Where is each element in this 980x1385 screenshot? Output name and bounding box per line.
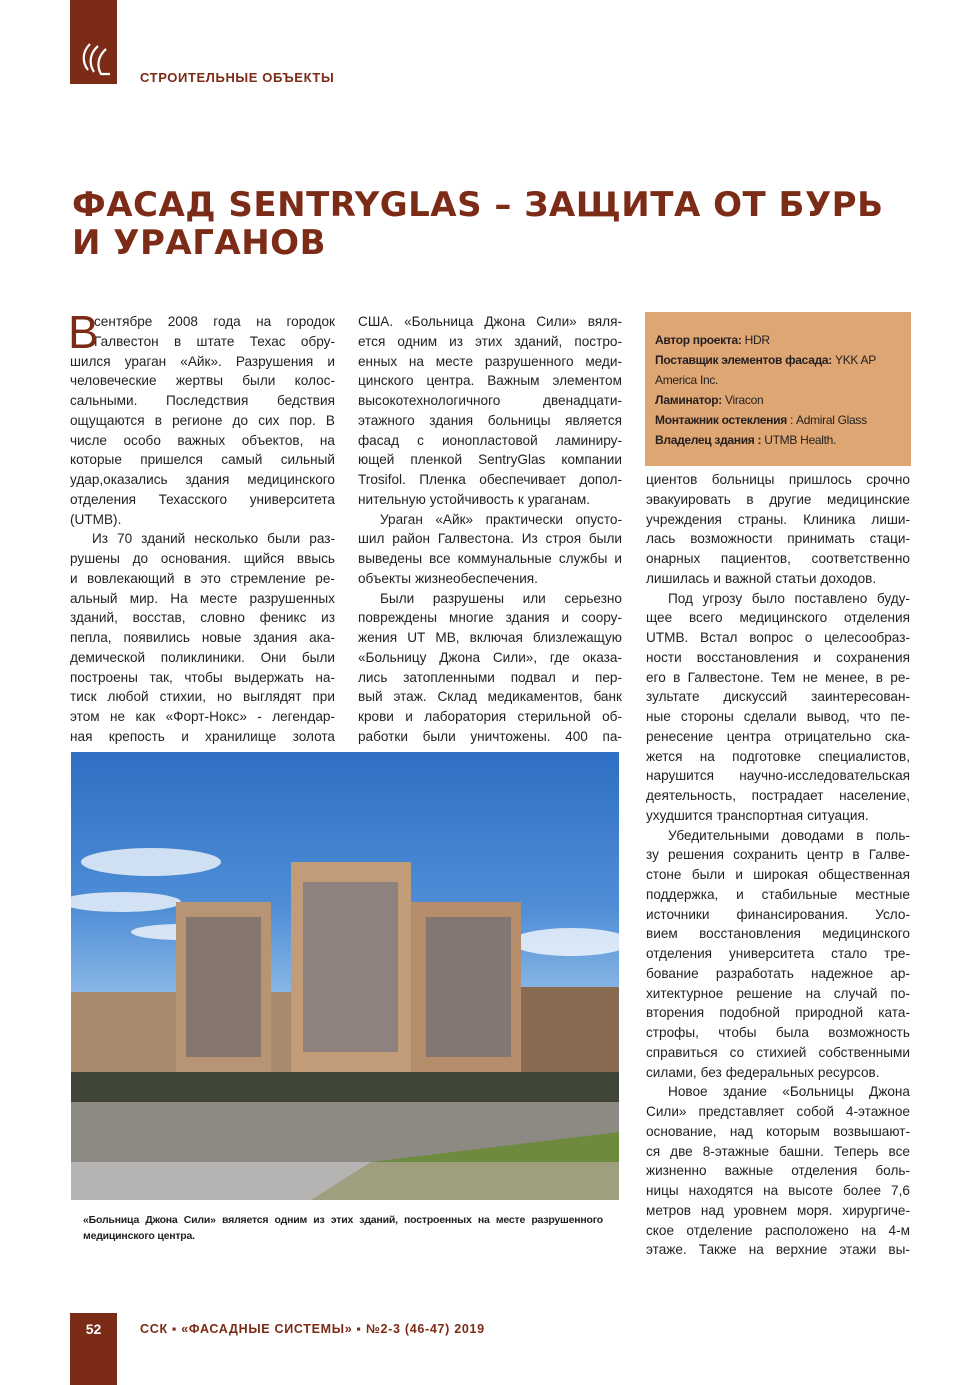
text-line: ся две 8-этажные башни. Теперь все — [646, 1143, 910, 1159]
text-line: енных на месте разрушенного меди- — [358, 353, 622, 369]
text-line: нительную устойчивость к ураганам. — [358, 491, 591, 507]
text-column-1 — [68, 306, 335, 747]
text-line: лишилась и важной статьи доходов. — [646, 570, 877, 586]
text-line: хитектурное решение на случай по- — [646, 985, 910, 1001]
page-number: 52 — [85, 1321, 102, 1337]
logo — [70, 0, 117, 84]
text-line: тиск любой стихии, но выглядят при — [70, 689, 335, 705]
text-line: зультате дискуссий заинтересован- — [646, 689, 910, 705]
info-row — [655, 370, 911, 390]
text-line: онарных пациентов, соответственно — [646, 551, 910, 566]
text-line: учреждения страны. Клиника лиши- — [646, 511, 910, 527]
text-line: лись затопленными подвал и пер- — [358, 669, 622, 685]
text-line: выведены все коммунальные службы и — [358, 551, 622, 566]
text-line: которые пришелся самый сильный — [70, 452, 335, 468]
text-line: высокотехнологичного двенадцати- — [358, 393, 622, 408]
info-label: Владелец здания : — [655, 433, 762, 447]
info-value: YKK AP — [831, 353, 876, 367]
text-line: ухудшится транспортная ситуация. — [646, 807, 869, 823]
text-line: построены так, чтобы выдержать на- — [70, 669, 335, 685]
text-line: удар,оказались здания медицинского — [70, 472, 335, 487]
text-line: зу решения сохранить центр в Галве- — [646, 847, 910, 863]
text-column-3 — [646, 470, 910, 1260]
text-line: пепла, появились новые здания ака- — [70, 630, 335, 645]
text-line: Убедительными доводами в поль- — [668, 827, 910, 843]
text-line: сальными. Последствия бедствия — [70, 393, 335, 408]
text-line: шился ураган «Айк». Разрушения и — [70, 353, 335, 369]
photo-caption: «Больница Джона Сили» вяляется одним из этих зданий, построенных на месте разрушенного медицинского центра. — [83, 1214, 603, 1242]
text-line: вый этаж. Склад медикаментов, банк — [358, 689, 622, 705]
text-line: и вовлекающий в это стремление ре- — [70, 570, 335, 586]
info-row — [655, 430, 911, 450]
text-line: демической поликлиники. Они были — [70, 649, 335, 665]
text-line: ницы находятся на высоте более 7,6 — [646, 1183, 910, 1198]
text-line: числе особо важных объектов, на — [70, 432, 335, 448]
drop-cap: В — [68, 306, 99, 358]
info-value: HDR — [741, 333, 770, 347]
text-line: этажного здания больницы является — [358, 412, 622, 428]
text-line: сентябре 2008 года на городок — [94, 314, 335, 329]
text-line: человеческие жертвы были колос- — [70, 373, 335, 389]
text-line: стоне были и широкая общественная — [646, 867, 910, 882]
text-line: Новое здание «Больницы Джона — [668, 1084, 910, 1100]
text-line: отделения университета стало тре- — [646, 946, 910, 961]
text-line: щее всего медицинского отделения — [646, 610, 910, 626]
text-line: циентов больницы пришлось срочно — [646, 472, 910, 487]
text-line: строфы, чтобы была возможность — [646, 1025, 910, 1040]
info-label: Автор проекта: — [655, 333, 742, 347]
text-line: фасад с ионопластовой ламиниру- — [358, 432, 622, 448]
text-line: альный мир. На месте разрушенных — [70, 590, 335, 606]
text-line: повреждены многие здания и соору- — [358, 610, 622, 626]
text-column-2 — [358, 312, 622, 747]
text-line: жется на подготовке специалистов, — [646, 748, 910, 764]
text-line: Ураган «Айк» практически опусто- — [380, 511, 622, 527]
text-line: Trosifol. Пленка обеспечивает допол- — [358, 472, 622, 487]
text-line: США. «Больница Джона Сили» вяля- — [358, 314, 622, 329]
article-title — [72, 186, 884, 262]
text-line: источники финансирования. Усло- — [646, 906, 910, 922]
text-line: зданий, восстав, словно феникс из — [70, 610, 335, 626]
text-line: Галвестон в штате Техас обру- — [94, 333, 335, 349]
text-line: этом не как «Форт-Нокс» - легендар- — [70, 709, 335, 724]
info-value: America Inc. — [655, 373, 719, 387]
text-line: эвакуировать в другие медицинские — [646, 491, 910, 507]
text-line: ренесение центра отрицательно ска- — [646, 728, 910, 744]
text-line: цинского центра. Важным элементом — [358, 373, 622, 389]
text-line: крови и лаборатория стерильной об- — [358, 709, 622, 724]
text-line: деятельность, пострадает население, — [646, 788, 910, 803]
text-line: основание, над которым возвышают- — [646, 1123, 910, 1139]
text-line: шил район Галвестона. Из строя были — [358, 531, 622, 547]
info-value: Viracon — [721, 393, 764, 407]
text-line: метров над уровнем моря. хирургиче- — [646, 1202, 910, 1218]
text-line: объекты жизнеобеспечения. — [358, 570, 538, 586]
info-value: UTMB Health. — [761, 433, 837, 447]
info-label: Поставщик элементов фасада: — [655, 353, 832, 367]
text-line: (UTMB). — [70, 511, 122, 527]
project-info-box — [645, 312, 911, 466]
text-line: ское отделение расположено на 4-м — [646, 1222, 910, 1238]
text-line: вторения подобной природной ката- — [646, 1005, 910, 1021]
info-value: : Admiral Glass — [786, 413, 867, 427]
section-label: СТРОИТЕЛЬНЫЕ ОБЪЕКТЫ — [140, 70, 335, 85]
text-line: поддержка, и стабильные местные — [646, 886, 910, 902]
info-row — [655, 350, 911, 370]
info-row — [655, 410, 911, 430]
page-number-box — [70, 1313, 117, 1385]
text-line: жения UT MB, включая близлежащую — [358, 630, 622, 645]
info-label: Ламинатор: — [655, 393, 722, 407]
stylized-curves-logo-icon — [76, 40, 112, 80]
text-line: силами, без федеральных ресурсов. — [646, 1064, 880, 1080]
text-line: нарушится научно-исследовательская — [646, 768, 910, 784]
text-line: справиться со стихией собственными — [646, 1044, 910, 1060]
footer-journal: ССК ▪ «ФАСАДНЫЕ СИСТЕМЫ» ▪ №2-3 (46-47) 2019 — [140, 1322, 485, 1336]
info-label: Монтажник остекления — [655, 413, 787, 427]
text-line: ощущаются в регионе до сих пор. В — [70, 412, 335, 428]
title-line: ФАСАД SENTRYGLAS – ЗАЩИТА ОТ БУРЬ — [72, 185, 884, 225]
text-line: «Больницу Джона Сили», где оказа- — [358, 649, 622, 665]
text-line: вием восстановления медицинского — [646, 926, 910, 942]
text-line: работки были уничтожены. 400 па- — [358, 728, 622, 744]
text-line: Под угрозу было поставлено буду- — [668, 590, 910, 606]
title-line: И УРАГАНОВ — [72, 223, 326, 263]
text-line: жизненно важные отделения боль- — [646, 1163, 910, 1179]
text-line: Сили» представляет собой 4-этажное — [646, 1104, 910, 1119]
text-line: его в Галвестоне. Тем не менее, в ре- — [646, 669, 910, 685]
text-line: бование разработать надежное ар- — [646, 965, 910, 981]
text-line: рушены до основания. щийся ввысь — [70, 551, 335, 566]
text-line: ющей пленкой SentryGlas компании — [358, 452, 622, 468]
text-line: отделения Техасского университета — [70, 491, 335, 507]
hospital-photo — [71, 752, 619, 1200]
text-line: Были разрушены или серьезно — [380, 590, 622, 606]
info-row — [655, 390, 911, 410]
text-line: ется одним из этих зданий, постро- — [358, 333, 622, 349]
text-line: ные стороны сделали вывод, что пе- — [646, 709, 910, 724]
info-row — [655, 330, 911, 350]
text-line: ности восстановления и сохранения — [646, 649, 910, 665]
text-line: лась возможности принимать стаци- — [646, 531, 910, 547]
text-line: ная крепость и хранилище золота — [70, 728, 335, 744]
text-line: этаже. Также на верхние этажи вы- — [646, 1242, 910, 1258]
text-line: Из 70 зданий несколько были раз- — [92, 531, 335, 547]
text-line: UTMB. Встал вопрос о целесообраз- — [646, 630, 910, 645]
